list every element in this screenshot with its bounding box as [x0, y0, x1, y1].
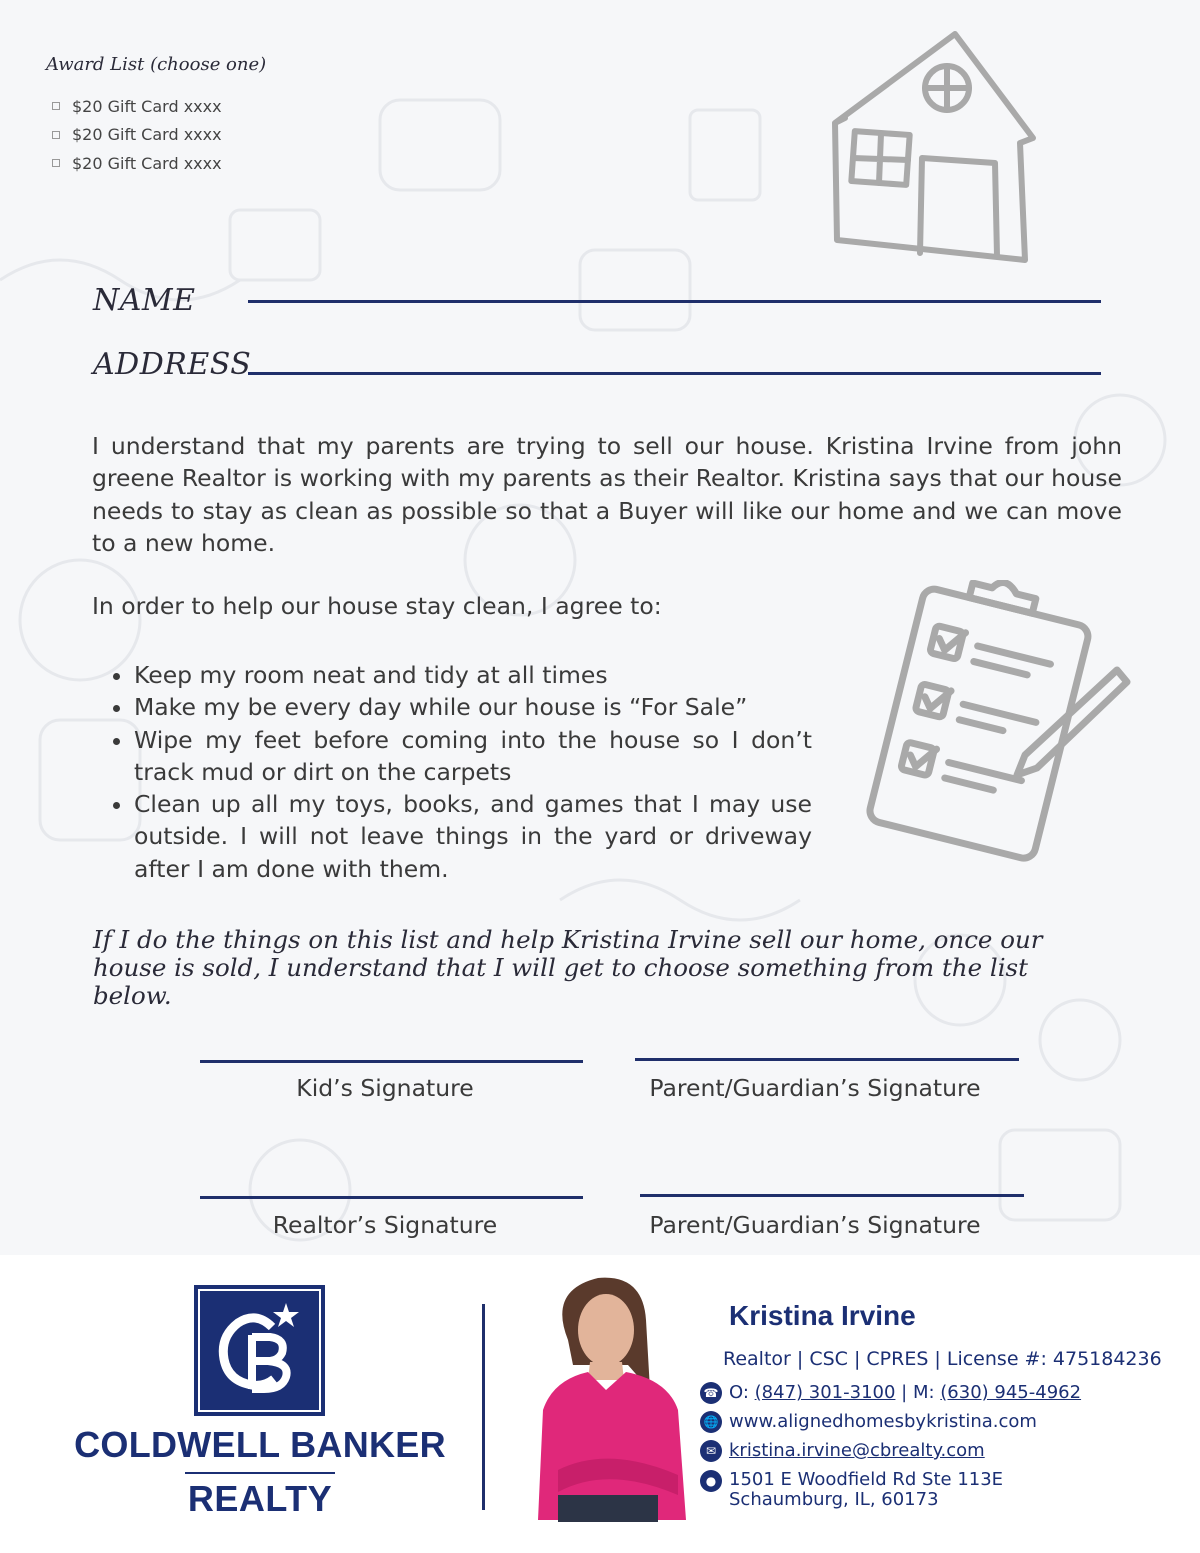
parent-signature-line-1[interactable]	[635, 1058, 1019, 1061]
email-contact	[700, 1440, 985, 1462]
list-item: • Wipe my feet before coming into the house so I don’t track mud or dirt on the carpets	[134, 724, 812, 789]
parent-signature-label-2: Parent/Guardian’s Signature	[649, 1211, 981, 1239]
phone-contact: ☎ O: (847) 301-3100 | M: (630) 945-4962	[700, 1382, 1081, 1404]
award-item[interactable]: $20 Gift Card xxxx	[52, 92, 222, 121]
checkbox-icon[interactable]	[52, 102, 60, 110]
address-contact	[700, 1470, 1003, 1510]
cb-monogram-icon	[194, 1285, 325, 1416]
address-line-2: Schaumburg, IL, 60173	[729, 1489, 939, 1510]
list-item: • Make my be every day while our house is “For Sale”	[134, 691, 812, 723]
house-icon	[825, 28, 1045, 268]
award-item[interactable]: $20 Gift Card xxxx	[52, 121, 222, 150]
list-item: • Keep my room neat and tidy at all times	[134, 659, 812, 691]
name-input-line[interactable]	[248, 300, 1101, 303]
kid-signature-line[interactable]	[200, 1060, 583, 1063]
agent-photo	[528, 1270, 693, 1522]
award-item[interactable]: $20 Gift Card xxxx	[52, 149, 222, 178]
parent-signature-line-2[interactable]	[640, 1194, 1024, 1197]
brand-name: COLDWELL BANKER REALTY	[74, 1424, 446, 1519]
agent-name: Kristina Irvine	[729, 1300, 916, 1331]
office-phone-link[interactable]: (847) 301-3100	[754, 1382, 896, 1403]
mobile-phone-link[interactable]: (630) 945-4962	[940, 1382, 1082, 1403]
checkbox-icon[interactable]	[52, 131, 60, 139]
realtor-signature-label: Realtor’s Signature	[272, 1211, 498, 1239]
address-input-line[interactable]	[248, 372, 1101, 375]
website-contact	[700, 1411, 1037, 1433]
agreement-list	[106, 659, 812, 885]
clipboard-checklist-icon	[845, 580, 1135, 865]
email-link[interactable]: kristina.irvine@cbrealty.com	[729, 1440, 985, 1461]
parent-signature-label-1: Parent/Guardian’s Signature	[649, 1074, 981, 1102]
coldwell-banker-logo	[194, 1285, 325, 1416]
globe-icon: 🌐	[700, 1411, 722, 1433]
intro-paragraph: I understand that my parents are trying to sell our house. Kristina Irvine from john greene Realtor is working with my parents as their Realtor. Kristina says that our house needs to stay as clean as possible so that a Buyer will like our home and we can move to a new home.	[92, 432, 1122, 557]
address-label: ADDRESS	[93, 347, 252, 382]
footer-divider	[482, 1304, 485, 1510]
checkbox-icon[interactable]	[52, 159, 60, 167]
agreement-lead: In order to help our house stay clean, I agree to:	[92, 592, 662, 620]
promise-text: If I do the things on this list and help Kristina Irvine sell our home, once our house is sold, I understand that I will get to choose something from the list below.	[93, 925, 1043, 1010]
kid-signature-label: Kid’s Signature	[296, 1074, 474, 1102]
phone-icon: ☎	[700, 1382, 722, 1404]
location-icon: ●	[700, 1470, 722, 1492]
list-item: • Clean up all my toys, books, and games that I may use outside. I will not leave things in the yard or driveway after I am done with them.	[134, 788, 812, 885]
mail-icon: ✉	[700, 1440, 722, 1462]
realtor-signature-line[interactable]	[200, 1196, 583, 1199]
agent-credentials: Realtor | CSC | CPRES | License #: 475184236	[723, 1348, 1162, 1370]
website-link[interactable]: www.alignedhomesbykristina.com	[729, 1411, 1037, 1432]
award-list-title: Award List (choose one)	[46, 54, 267, 75]
award-list	[52, 92, 222, 178]
name-label: NAME	[93, 283, 196, 318]
address-line-1: 1501 E Woodfield Rd Ste 113E	[729, 1469, 1004, 1490]
